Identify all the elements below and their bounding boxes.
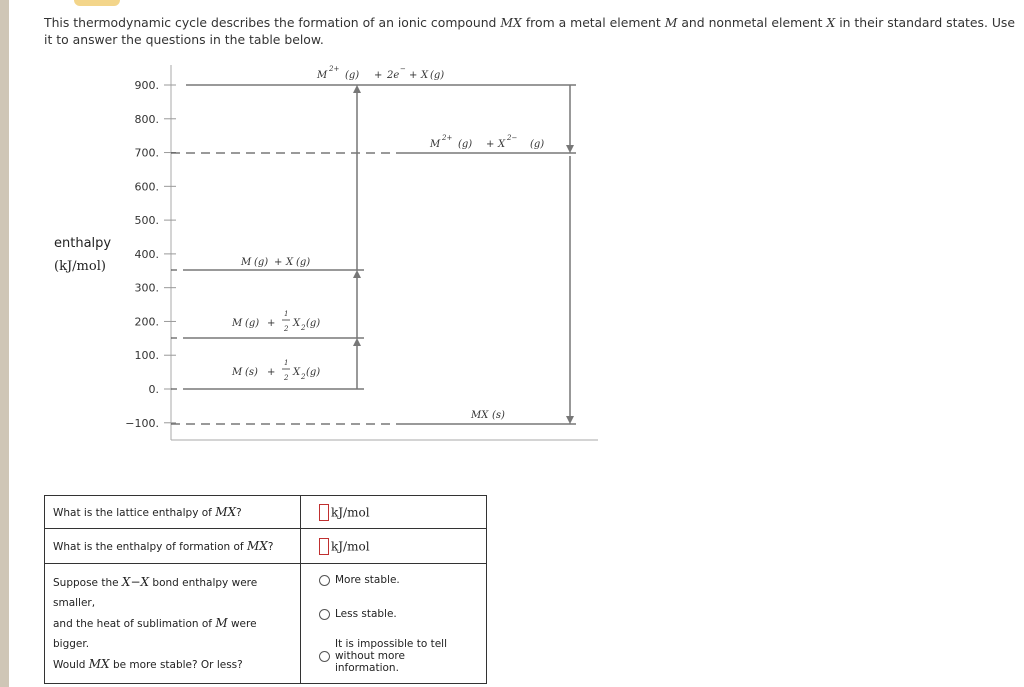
option-impossible[interactable]: It is impossible to tell without more information. bbox=[319, 638, 486, 674]
svg-text:1: 1 bbox=[284, 359, 289, 367]
y-tick-label: 900. bbox=[134, 79, 159, 92]
y-tick-label: 800. bbox=[134, 112, 159, 126]
question-stability: Suppose the X−X bond enthalpy were smaller, and the heat of sublimation of M were bigger. Would MX be more stable? Or less? bbox=[45, 564, 301, 684]
svg-text:2: 2 bbox=[301, 324, 306, 332]
radio-impossible[interactable] bbox=[319, 651, 330, 662]
svg-text:2e: 2e bbox=[387, 70, 400, 81]
svg-text:+: + bbox=[267, 367, 276, 378]
svg-text:M: M bbox=[232, 318, 243, 329]
intro-text: This thermodynamic cycle describes the formation of an ionic compound MX from a metal element M and nonmetal element X in their standard states. Use it to answer the questions in the table below. bbox=[44, 15, 1015, 47]
svg-text:MX: MX bbox=[471, 410, 489, 421]
question-row-lattice bbox=[45, 496, 487, 529]
answer-stability-cell bbox=[300, 564, 486, 684]
svg-text:+: + bbox=[274, 257, 283, 268]
y-tick-label: 100. bbox=[134, 349, 159, 363]
lattice-enthalpy-input[interactable] bbox=[319, 504, 329, 521]
answer-formation-cell bbox=[300, 529, 486, 564]
svg-text:X: X bbox=[498, 139, 506, 150]
svg-text:M: M bbox=[241, 257, 252, 268]
y-tick-label: 300. bbox=[134, 281, 159, 295]
question-row-stability bbox=[45, 564, 487, 684]
svg-text:2+: 2+ bbox=[442, 134, 453, 142]
svg-text:X: X bbox=[421, 70, 429, 81]
label-compound bbox=[470, 410, 505, 421]
svg-text:2: 2 bbox=[284, 374, 289, 382]
y-tick-label: −100. bbox=[125, 416, 159, 430]
label-ion-electron bbox=[316, 65, 444, 81]
question-lattice: What is the lattice enthalpy of MX? bbox=[45, 496, 301, 529]
svg-text:2−: 2− bbox=[507, 134, 518, 142]
y-tick-label: 200. bbox=[134, 315, 159, 329]
svg-text:X: X bbox=[293, 318, 301, 329]
radio-less-stable[interactable] bbox=[319, 609, 330, 620]
svg-text:M: M bbox=[317, 70, 328, 81]
svg-text:1: 1 bbox=[284, 310, 289, 318]
y-tick-label: 600. bbox=[134, 180, 159, 194]
svg-text:+: + bbox=[409, 70, 418, 81]
svg-text:(g): (g) bbox=[306, 318, 321, 329]
formation-unit: kJ/mol bbox=[330, 539, 370, 553]
y-axis-label: enthalpy bbox=[54, 236, 112, 251]
y-tick-label: 500. bbox=[134, 214, 159, 228]
label-gas-metal bbox=[231, 310, 320, 333]
y-axis-unit: (kJ/mol) bbox=[54, 259, 106, 274]
label-atoms bbox=[240, 257, 310, 268]
svg-text:2: 2 bbox=[284, 325, 289, 333]
svg-text:+: + bbox=[267, 318, 276, 329]
svg-text:(g): (g) bbox=[296, 257, 311, 268]
formation-enthalpy-input[interactable] bbox=[319, 538, 329, 555]
y-tick-label: 700. bbox=[134, 146, 159, 160]
svg-text:M: M bbox=[232, 367, 243, 378]
svg-text:(g): (g) bbox=[530, 139, 545, 150]
question-row-formation bbox=[45, 529, 487, 564]
svg-text:(s): (s) bbox=[245, 367, 258, 378]
svg-text:(g): (g) bbox=[245, 318, 260, 329]
svg-text:(g): (g) bbox=[254, 257, 269, 268]
option-more-stable[interactable]: More stable. bbox=[319, 574, 486, 586]
svg-text:2: 2 bbox=[301, 373, 306, 381]
answer-lattice-cell bbox=[300, 496, 486, 529]
svg-text:(g): (g) bbox=[430, 70, 445, 81]
y-axis-ticks bbox=[125, 79, 176, 430]
svg-text:+: + bbox=[374, 70, 383, 81]
y-tick-label: 0. bbox=[148, 383, 159, 396]
question-formation: What is the enthalpy of formation of MX? bbox=[45, 529, 301, 564]
svg-text:(g): (g) bbox=[345, 70, 360, 81]
svg-text:(s): (s) bbox=[492, 410, 505, 421]
option-less-stable[interactable]: Less stable. bbox=[319, 608, 486, 620]
svg-text:(g): (g) bbox=[306, 367, 321, 378]
svg-text:M: M bbox=[430, 139, 441, 150]
svg-text:+: + bbox=[486, 139, 495, 150]
svg-text:X: X bbox=[286, 257, 294, 268]
label-ion-pair bbox=[429, 134, 544, 150]
svg-text:2+: 2+ bbox=[329, 65, 340, 73]
y-tick-label: 400. bbox=[134, 247, 159, 261]
radio-more-stable[interactable] bbox=[319, 575, 330, 586]
svg-text:(g): (g) bbox=[458, 139, 473, 150]
label-standard-states bbox=[231, 359, 320, 382]
lattice-unit: kJ/mol bbox=[330, 505, 370, 519]
svg-text:−: − bbox=[400, 65, 406, 73]
svg-text:X: X bbox=[293, 367, 301, 378]
question-table bbox=[44, 495, 487, 684]
